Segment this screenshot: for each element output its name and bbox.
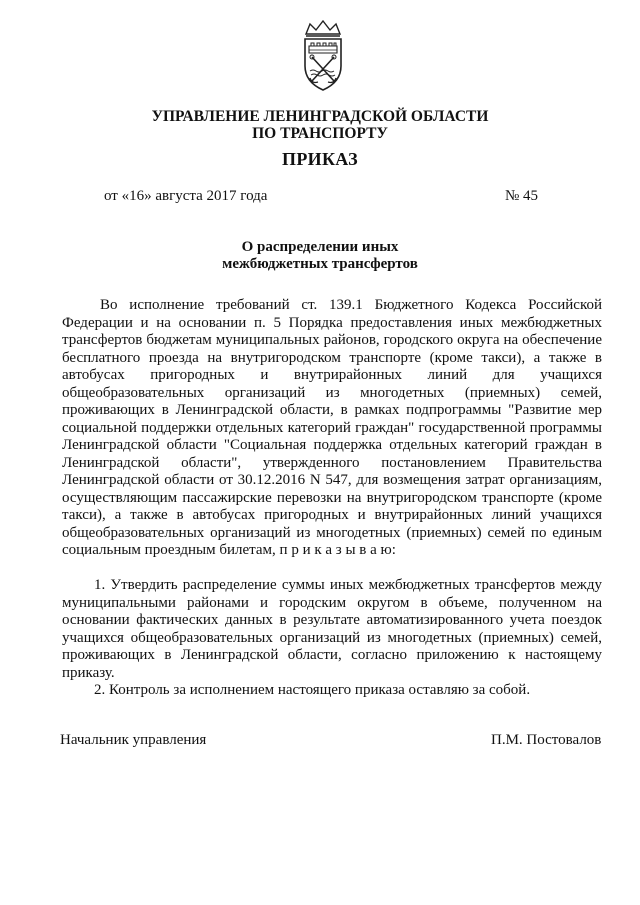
order-items-section: [62, 577, 602, 700]
preamble-paragraph: Во исполнение требований ст. 139.1 Бюджетного Кодекса Российской Федерации и на основании п. 5 Порядка предоставления иных межбюджетных трансфертов бюджетам муниципальных районов, городского округа на обеспечение бесплатного проезда на внутригородском транспорте (кроме такси), а также в автобусах пригородных и внутрирайонных линий для учащихся общеобразовательных организаций из многодетных (приемных) семей, проживающих в Ленинградской области, в рамках подпрограммы "Развитие мер социальной поддержки отдельных категорий граждан" государственной программы Ленинградской области "Социальная поддержка отдельных категорий граждан в Ленинградской области", утвержденного постановлением Правительства Ленинградской области от 30.12.2016 N 547, для возмещения затрат организациям, осуществляющим пассажирские перевозки на внутригородском транспорте (кроме такси), а также в автобусах пригородных и внутрирайонных линий учащихся общеобразовательных организаций из многодетных (приемных) семей по единым социальным проездным билетам, п р и к а з ы в а ю:: [62, 297, 602, 558]
document-date: от «16» августа 2017 года: [104, 188, 268, 204]
signature-name: П.М. Постовалов: [491, 732, 602, 748]
subject-line-2: межбюджетных трансфертов: [222, 256, 418, 272]
order-item-1: 1. Утвердить распределение суммы иных межбюджетных трансфертов между муниципальными районами и городским округом в объеме, полученном на основании фактических данных в результате автоматизированного учета поездок учащихся общеобразовательных организаций из многодетных (приемных) семей, проживающих в Ленинградской области, согласно приложению к настоящему приказу.: [62, 577, 602, 681]
coat-of-arms-icon: [298, 20, 348, 92]
signature-role: Начальник управления: [60, 732, 207, 748]
organization-name-line-1: УПРАВЛЕНИЕ ЛЕНИНГРАДСКОЙ ОБЛАСТИ: [151, 108, 489, 125]
order-item-2: 2. Контроль за исполнением настоящего приказа оставляю за собой.: [94, 682, 531, 698]
preamble-section: [62, 297, 602, 560]
document-number: № 45: [505, 188, 539, 204]
document-type-title: ПРИКАЗ: [282, 149, 358, 169]
organization-name-line-2: ПО ТРАНСПОРТУ: [252, 125, 388, 142]
subject-line-1: О распределении иных: [241, 239, 399, 255]
